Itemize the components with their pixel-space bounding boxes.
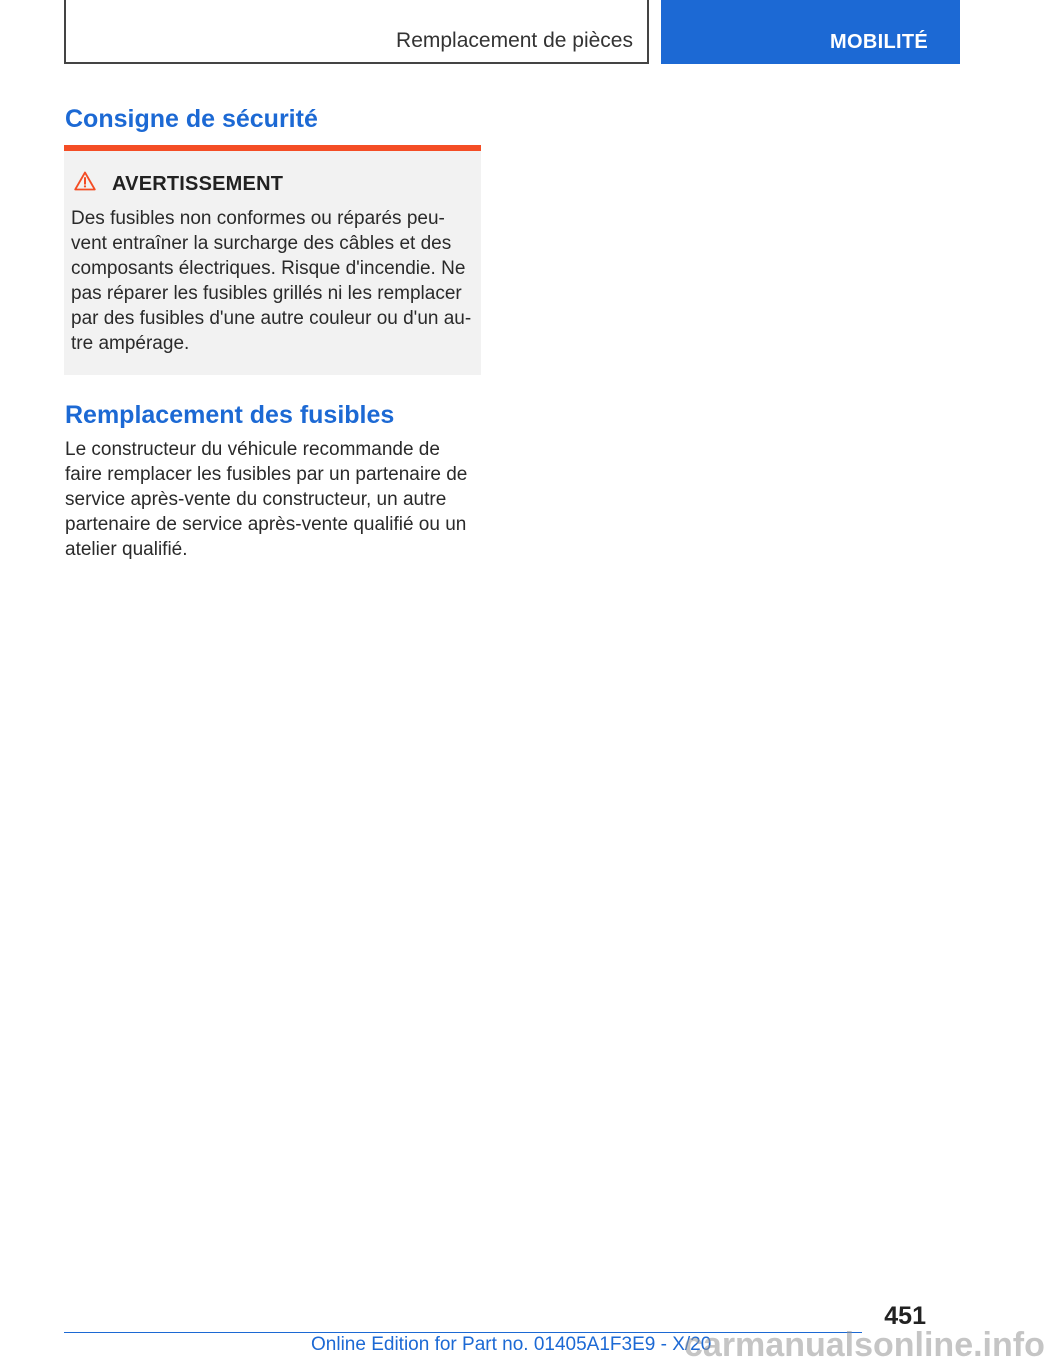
safety-heading: Consigne de sécurité: [65, 105, 318, 133]
warning-title: AVERTISSEMENT: [112, 173, 284, 195]
header-section-tab: [661, 0, 960, 64]
warning-triangle-icon: [74, 171, 96, 191]
paragraph-line: partenaire de service après-vente qualifié ou un: [65, 514, 467, 535]
header-chapter-title: Remplacement de pièces: [396, 29, 633, 52]
header-chapter-box: [64, 0, 649, 64]
warning-bar: [64, 145, 481, 151]
paragraph-line: Le constructeur du véhicule recommande de: [65, 439, 440, 460]
warning-text-line: vent entraîner la surcharge des câbles et des: [71, 233, 452, 254]
warning-text-line: tre ampérage.: [71, 333, 190, 354]
footer-edition-text: Online Edition for Part no. 01405A1F3E9 - X/20: [311, 1334, 712, 1355]
warning-text-line: pas réparer les fusibles grillés ni les remplacer: [71, 283, 462, 304]
warning-text: [71, 206, 476, 356]
paragraph-line: service après-vente du constructeur, un autre: [65, 489, 447, 510]
paragraph-line: faire remplacer les fusibles par un partenaire de: [65, 464, 468, 485]
page-number: 451: [884, 1302, 926, 1330]
warning-text-line: par des fusibles d'une autre couleur ou d'un au-: [71, 308, 472, 329]
watermark: carmanualsonline.info: [684, 1326, 1045, 1364]
header-section-label: MOBILITÉ: [830, 31, 928, 53]
paragraph-line: atelier qualifié.: [65, 539, 188, 560]
warning-box: [64, 145, 481, 375]
fuses-paragraph: [65, 437, 485, 562]
fuses-heading: Remplacement des fusibles: [65, 401, 395, 429]
warning-text-line: Des fusibles non conformes ou réparés peu-: [71, 208, 445, 229]
warning-text-line: composants électriques. Risque d'incendie. Ne: [71, 258, 466, 279]
